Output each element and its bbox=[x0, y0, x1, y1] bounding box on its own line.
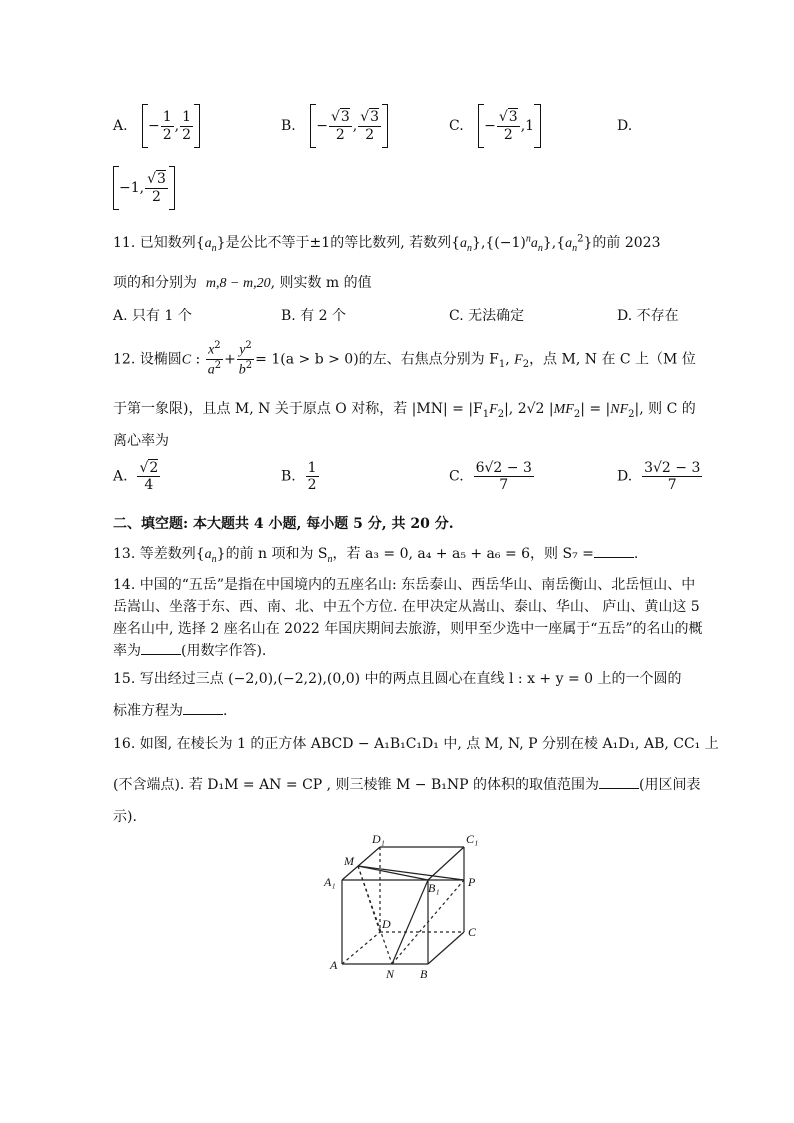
answer-blank[interactable] bbox=[141, 642, 181, 655]
q10-option-c[interactable]: C. − $\frac{√3}{2}$ , 1 bbox=[449, 104, 541, 148]
label-d1: D₁ bbox=[372, 832, 385, 846]
q10-option-d[interactable] bbox=[113, 166, 175, 210]
q10-option-d-label[interactable]: D. bbox=[617, 118, 633, 134]
label-c: C bbox=[468, 925, 477, 939]
q12-option-c[interactable]: C. $\frac{6√2 - 3}{7}$ bbox=[449, 460, 532, 494]
q11-stem-line2: 项的和分别为 m,8 − m,20, 则实数 m 的值 bbox=[113, 275, 372, 291]
q11-option-a[interactable]: A. 只有 1 个 bbox=[113, 308, 192, 324]
interval-bracket: − $\frac{1}{2}$ , $\frac{1}{2}$ bbox=[142, 104, 200, 148]
q11-option-d[interactable]: D. 不存在 bbox=[617, 308, 679, 324]
label-d: D bbox=[382, 917, 391, 931]
q12-stem-line1: 12. 设椭圆C : $\frac{x^2}{a^2}$ + $\frac{y^2}{b^2}$ = 1(a > b > 0)的左、右焦点分别为 $F_1$, $F_2$，点 M, N 在 C 上（M 位 bbox=[113, 340, 696, 378]
label-b1: B₁ bbox=[428, 881, 440, 895]
q16-stem-line1: 16. 如图, 在棱长为 1 的正方体 ABCD − A₁B₁C₁D₁ 中, 点 M, N, P 分别在棱 A₁D₁, AB, CC₁ 上 bbox=[113, 736, 719, 752]
q12-stem-line2: 于第一象限)，且点 M, N 关于原点 O 对称，若 $|MN| = |F_1F_2|$, 2√2 $|MF_2| = |NF_2|$, 则 C 的 bbox=[113, 401, 696, 420]
q10-option-b[interactable]: B. − $\frac{√3}{2}$ , $\frac{√3}{2}$ bbox=[281, 104, 388, 148]
segment-mp bbox=[358, 866, 464, 880]
answer-blank[interactable] bbox=[599, 776, 639, 789]
cube-figure bbox=[320, 832, 490, 982]
interval-bracket: −1, $\frac{√3}{2}$ bbox=[113, 166, 175, 210]
q14-stem: 14. 中国的“五岳”是指在中国境内的五座名山: 东岳泰山、西岳华山、南岳衡山、北岳恒山、中岳嵩山、坐落于东、西、南、北、中五个方位. 在甲决定从嵩山、泰山、华山、 庐山、黄山这 5 座名山中, 选择 2 座名山在 2022 年国庆期间去旅游，则甲至少选中一座属于“五岳”的名山的概率为 (用数字作答). bbox=[113, 577, 703, 659]
q11-option-c[interactable]: C. 无法确定 bbox=[449, 308, 525, 324]
segment-nb1 bbox=[392, 880, 428, 964]
q16-stem-line2: (不含端点). 若 D₁M = AN = CP , 则三棱锥 M − B₁NP 的体积的取值范围为 (用区间表 bbox=[113, 777, 701, 793]
segment-md bbox=[358, 866, 380, 932]
q15-stem-line2: 标准方程为 . bbox=[113, 703, 228, 719]
section-heading: 二、填空题: 本大题共 4 小题, 每小题 5 分, 共 20 分. bbox=[113, 516, 454, 532]
interval-bracket: − $\frac{√3}{2}$ , 1 bbox=[478, 104, 534, 148]
q13-stem: 13. 等差数列$\{a_n\}$的前 n 项和为 $S_n$，若 a₃ = 0, a₄ + a₅ + a₆ = 6，则 S₇ = . bbox=[113, 546, 639, 565]
label-c1: C₁ bbox=[466, 832, 479, 846]
q12-stem-line3: 离心率为 bbox=[113, 433, 169, 449]
segment-mn bbox=[358, 866, 392, 964]
segment-mb1 bbox=[358, 866, 428, 880]
label-a1: A₁ bbox=[324, 875, 336, 889]
q12-option-d[interactable]: D. $\frac{3√2 - 3}{7}$ bbox=[617, 460, 701, 494]
q10-option-a[interactable]: A. − $\frac{1}{2}$ , $\frac{1}{2}$ bbox=[113, 104, 200, 148]
label-n: N bbox=[386, 967, 395, 981]
label-b: B bbox=[420, 967, 428, 981]
q11-stem-line1: 11. 已知数列$\{a_n\}$是公比不等于±1的等比数列, 若数列$\{a_n\},\{(-1)^na_n\},\{a_n^2\}$的前 2023 bbox=[113, 233, 661, 254]
label-m: M bbox=[344, 854, 354, 868]
q15-stem-line1: 15. 写出经过三点 (−2,0),(−2,2),(0,0) 中的两点且圆心在直线 l : x + y = 0 上的一个圆的 bbox=[113, 671, 682, 687]
answer-blank[interactable] bbox=[183, 702, 223, 715]
q16-stem-line3: 示). bbox=[113, 809, 137, 825]
label-a: A bbox=[330, 958, 338, 972]
edge bbox=[342, 932, 380, 964]
q12-option-b[interactable]: B. $\frac{1}{2}$ bbox=[281, 460, 317, 494]
edge bbox=[428, 932, 464, 964]
edge bbox=[428, 847, 464, 880]
answer-blank[interactable] bbox=[594, 545, 634, 558]
label-p: P bbox=[468, 875, 476, 889]
interval-bracket: − $\frac{√3}{2}$ , $\frac{√3}{2}$ bbox=[310, 104, 388, 148]
q12-option-a[interactable]: A. $\frac{√2}{4}$ bbox=[113, 460, 159, 494]
q11-option-b[interactable]: B. 有 2 个 bbox=[281, 308, 346, 324]
